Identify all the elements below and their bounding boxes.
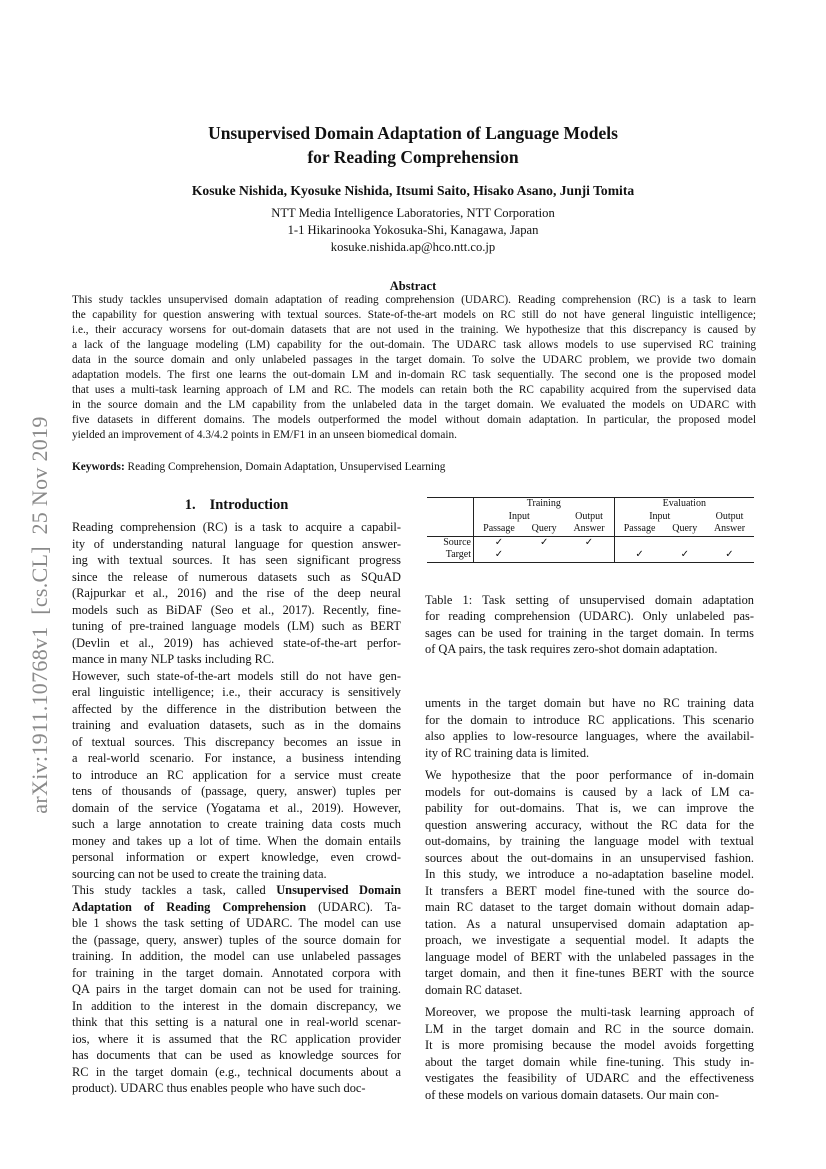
table-column-header: Query xyxy=(665,523,705,536)
text-line: such a large annotation to create training data costs much xyxy=(72,817,401,831)
title-line-2: for Reading Comprehension xyxy=(307,147,519,167)
affiliation-org: NTT Media Intelligence Laboratories, NTT Corporation xyxy=(271,206,555,220)
text-line: This study tackles unsupervised domain adaptation of reading comprehension (UDARC). Reading comprehension (RC) is a task to learn xyxy=(72,294,756,306)
text-line: yielded an improvement of 4.3/4.2 points in EM/F1 in an unseen biomedical domain. xyxy=(72,429,457,441)
text-line: question answering accuracy, without the RC data for the xyxy=(425,817,754,832)
text-line: a real-world scenario. For instance, a business intending xyxy=(72,751,401,765)
text-line: a lack of the language modeling (LM) capability for the out-domain. The UDARC task allows models to use supervised RC training xyxy=(72,339,756,351)
text-line: out-domains, by training the language model with textual xyxy=(425,834,754,848)
table-subheader: Output xyxy=(564,511,614,524)
table-subheader: Input xyxy=(649,510,671,522)
text-line: ble 1 shows the task setting of UDARC. The model can use xyxy=(72,916,401,930)
table-cell: ✓ xyxy=(474,549,524,562)
text-line: uments in the target domain but have no RC training data xyxy=(425,696,754,710)
text-line: the (passage, query, answer) tuples of the source domain for xyxy=(72,932,401,947)
text-line: training and evaluation datasets, such as in the domains xyxy=(72,718,401,732)
table-cell xyxy=(524,549,564,562)
text-line: product). UDARC thus enables people who have such doc- xyxy=(72,1081,366,1095)
text-line: ity of understanding natural language for question answer- xyxy=(72,536,401,551)
text-line: data in the source domain and only unlabeled passages in the target domain. To solve the UDARC problem, we provide two domain xyxy=(72,354,756,366)
arxiv-identifier-stamp: arXiv:1911.10768v1 [cs.CL] 25 Nov 2019 xyxy=(27,416,52,814)
table-cell xyxy=(564,549,614,562)
table-row xyxy=(427,536,754,549)
text-line: ios, where it is assumed that the RC application provider xyxy=(72,1031,401,1046)
paragraph xyxy=(72,519,401,668)
caption-line: sages can be used for training in the target domain. In terms xyxy=(425,625,754,640)
text-line: think that this setting is a natural one in real-world scenar- xyxy=(72,1015,401,1029)
text-line: It transfers a BERT model fine-tuned with the source do- xyxy=(425,883,754,898)
text-line: QA pairs in the target domain can not be used for training. xyxy=(72,982,401,996)
text-line: sources about the out-domains in an unsupervised fashion. xyxy=(425,850,754,865)
table-subheader: Input xyxy=(508,510,530,522)
text-line: In addition to the interest in the domain discrepancy, we xyxy=(72,998,401,1013)
keywords-text: Reading Comprehension, Domain Adaptation, Unsupervised Learning xyxy=(127,461,446,473)
paper-title xyxy=(0,121,826,169)
text-line: Moreover, we propose the multi-task learning approach of xyxy=(425,1005,754,1019)
text-line: in the source domain and the LM capability from the unlabeled data in the target domain. We evaluated the models on UDARC with xyxy=(72,399,756,411)
text-line: target domain, and then it fine-tunes BERT with the source xyxy=(425,966,754,980)
table-column-header: Answer xyxy=(705,523,754,536)
section-heading-introduction xyxy=(72,497,401,514)
text-line: tation. As a natural unsupervised domain adaptation ap- xyxy=(425,916,754,931)
text-line: tuning of pre-trained language models (LM) such as BERT xyxy=(72,619,401,633)
table-cell: ✓ xyxy=(614,549,664,562)
author-email[interactable]: kosuke.nishida.ap@hco.ntt.co.jp xyxy=(330,240,496,254)
title-line-1: Unsupervised Domain Adaptation of Language Models xyxy=(208,123,618,143)
text-line: also applies to low-resource languages, where the availabil- xyxy=(425,729,754,743)
text-segment: (UDARC). Ta- xyxy=(306,899,401,914)
text-line: domain of the service (Yogatama et al., 2019). However, xyxy=(72,800,401,815)
text-line xyxy=(72,882,401,899)
text-line: mance in many NLP tasks including RC. xyxy=(72,652,275,666)
table-cell xyxy=(665,536,705,549)
table-1-caption xyxy=(425,592,754,657)
table-cell: ✓ xyxy=(564,536,614,549)
table-cell xyxy=(705,536,754,549)
table-group-header-evaluation: Evaluation xyxy=(614,498,754,511)
left-column-body xyxy=(72,519,401,1097)
text-line: language model of BERT with the unlabeled passages in the xyxy=(425,949,754,964)
paragraph xyxy=(425,767,754,998)
text-line: vestigates the feasibility of UDARC and the effectiveness xyxy=(425,1071,754,1085)
text-line: domain RC dataset. xyxy=(425,982,523,997)
text-line: LM in the target domain and RC in the source domain. xyxy=(425,1021,754,1036)
text-line: about the target domain while fine-tuning. This study in- xyxy=(425,1054,754,1069)
text-line: has documents that can be used as knowledge sources for xyxy=(72,1048,401,1062)
keywords-label: Keywords: xyxy=(72,461,125,473)
text-line: for the domain to introduce RC applications. This scenario xyxy=(425,712,754,727)
caption-line: for reading comprehension (UDARC). Only unlabeled pas- xyxy=(425,609,754,624)
text-line: It is more promising because the model avoids forgetting xyxy=(425,1038,754,1052)
text-line: i.e., their accuracy worsens for out-domain datasets that are not used in the training. We hypothesize that this discrepancy is caused by xyxy=(72,324,756,336)
table-column-header: Passage xyxy=(614,523,664,536)
table-cell: ✓ xyxy=(494,536,504,548)
text-line: ing with textual sources. It has seen significant progress xyxy=(72,553,401,567)
text-line: models such as BiDAF (Seo et al., 2017). Recently, fine- xyxy=(72,602,401,617)
bold-term: Unsupervised Domain xyxy=(276,883,401,897)
author-list: Kosuke Nishida, Kyosuke Nishida, Itsumi Saito, Hisako Asano, Junji Tomita xyxy=(191,183,635,198)
table-1 xyxy=(427,497,754,563)
text-line: eral linguistic intelligence; i.e., their accuracy is sensitively xyxy=(72,685,401,699)
text-line: ity of RC training data is limited. xyxy=(425,745,590,760)
text-line: the capability for question answering with textual sources. State-of-the-art models on RC still do not have general linguistic intelligence; xyxy=(72,309,756,321)
text-line: models for out-domains is caused by a lack of LM ca- xyxy=(425,784,754,799)
row-label: Source xyxy=(427,536,474,549)
text-line: In this study, we introduce a no-adaptation baseline model. xyxy=(425,867,754,881)
text-line: affected by the difference in the distribution between the xyxy=(72,701,401,716)
text-line: (Rajpurkar et al., 2016) and the rise of the deep neural xyxy=(72,586,401,600)
paragraph xyxy=(425,695,754,761)
text-line: of textual sources. This discrepancy becomes an issue in xyxy=(72,734,401,749)
caption-line: Table 1: Task setting of unsupervised domain adaptation xyxy=(425,593,754,607)
caption-line: of QA pairs, the task requires zero-shot domain adaptation. xyxy=(425,641,718,656)
paragraph xyxy=(425,1004,754,1103)
table-column-header: Query xyxy=(524,523,564,536)
text-line: We hypothesize that the poor performance of in-domain xyxy=(425,768,754,782)
text-line: money and takes up a lot of time. When the domain entails xyxy=(72,833,401,848)
section-number: 1. xyxy=(184,497,196,513)
paragraph xyxy=(72,293,756,443)
table-column-header: Passage xyxy=(474,523,524,536)
affiliation-address: 1-1 Hikarinooka Yokosuka-Shi, Kanagawa, Japan xyxy=(287,223,539,237)
text-line: of these models on various domain datasets. Our main con- xyxy=(425,1087,719,1102)
bold-term: Adaptation of Reading Comprehension xyxy=(72,899,307,914)
text-line: RC in the target domain (e.g., technical documents about a xyxy=(72,1064,401,1079)
text-line: for training in the target domain. Annotated corpora with xyxy=(72,965,401,980)
text-line: five datasets in different domains. The models outperformed the model without domain adaptation. In particular, the proposed model xyxy=(72,414,756,426)
text-line: tens of thousands of (passage, query, answer) tuples per xyxy=(72,784,401,798)
text-line: Reading comprehension (RC) is a task to acquire a capabil- xyxy=(72,520,401,534)
text-line: since the release of numerous datasets such as SQuAD xyxy=(72,569,401,584)
paragraph xyxy=(72,882,401,1097)
section-title: Introduction xyxy=(209,497,289,513)
text-line: (Devlin et al., 2019) has achieved state-of-the-art perfor- xyxy=(72,635,401,650)
text-line: to introduce an RC application for a service must create xyxy=(72,767,401,782)
text-segment: This study tackles a task, called xyxy=(72,883,277,897)
text-line: personal information or expert knowledge, even crowd- xyxy=(72,850,401,864)
table-subheader: Output xyxy=(715,510,744,522)
table-row xyxy=(427,549,754,562)
text-line: main RC dataset to the target domain without domain adap- xyxy=(425,900,754,914)
table-column-header: Answer xyxy=(564,523,614,536)
table-cell: ✓ xyxy=(539,536,549,548)
text-line: adaptation models. The first one learns the out-domain LM and in-domain RC task sequentially. The second one is the proposed model xyxy=(72,369,756,381)
text-line: sourcing can not be used to create the training data. xyxy=(72,866,327,881)
text-line: pability for out-domains. That is, we can improve the xyxy=(425,801,754,815)
affiliation xyxy=(0,205,826,256)
table-cell xyxy=(614,536,664,549)
row-label: Target xyxy=(427,549,474,562)
table-cell: ✓ xyxy=(705,549,754,562)
abstract-body xyxy=(72,293,756,443)
abstract-heading: Abstract xyxy=(389,279,437,293)
text-line: that uses a multi-task learning approach of LM and RC. The models can retain both the RC capability acquired from the supervised data xyxy=(72,384,756,396)
text-line xyxy=(72,899,401,916)
text-line: proach, we investigate a sequential model. It adapts the xyxy=(425,933,754,947)
right-column-body xyxy=(425,695,754,1103)
paragraph xyxy=(72,668,401,883)
table-cell: ✓ xyxy=(665,549,705,562)
text-line: However, such state-of-the-art models still do not have gen- xyxy=(72,668,401,683)
keywords xyxy=(72,461,445,473)
table-group-header-training: Training xyxy=(474,498,615,511)
text-line: training. In addition, the model can use unlabeled passages xyxy=(72,949,401,963)
